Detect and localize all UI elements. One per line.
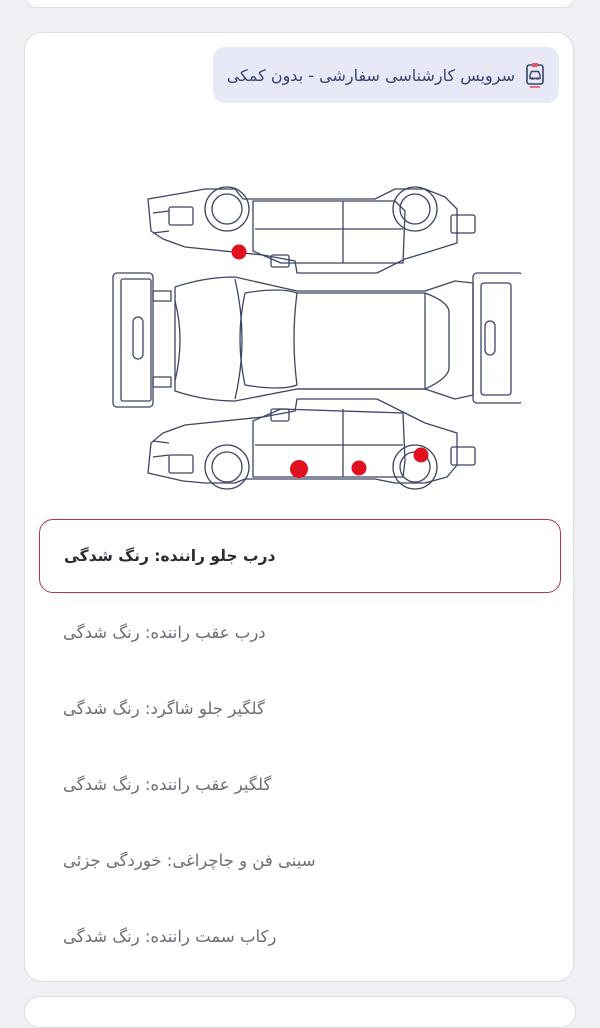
next-card (24, 996, 576, 1028)
car-top-view (113, 273, 521, 407)
car-side-view-top (148, 187, 475, 273)
damage-item-label: گلگیر جلو شاگرد: رنگ شدگی (63, 698, 265, 718)
car-damage-diagram (85, 151, 521, 513)
service-type-badge (213, 47, 559, 103)
damage-item-label: گلگیر عقب راننده: رنگ شدگی (63, 774, 272, 794)
damage-marker[interactable] (352, 461, 367, 476)
damage-item-label: سینی فن و جاچراغی: خوردگی جزئی (63, 850, 316, 870)
damage-marker[interactable] (414, 448, 429, 463)
damage-item[interactable] (39, 747, 561, 821)
damage-marker[interactable] (290, 460, 308, 478)
damage-item[interactable] (39, 519, 561, 593)
car-inspection-icon (521, 61, 549, 89)
damage-item-label: درب عقب راننده: رنگ شدگی (63, 622, 266, 642)
inspection-card (24, 32, 574, 982)
damage-item[interactable] (39, 899, 561, 973)
previous-card (24, 0, 576, 8)
service-type-label: سرویس کارشناسی سفارشی - بدون کمکی (226, 65, 515, 85)
damage-item[interactable] (39, 671, 561, 745)
damage-item[interactable] (39, 595, 561, 669)
car-side-view-bottom (148, 399, 475, 489)
damage-list (39, 519, 561, 975)
damage-item[interactable] (39, 823, 561, 897)
damage-item-label: رکاب سمت راننده: رنگ شدگی (63, 926, 277, 946)
damage-item-label: درب جلو راننده: رنگ شدگی (64, 547, 276, 565)
damage-marker[interactable] (232, 245, 247, 260)
